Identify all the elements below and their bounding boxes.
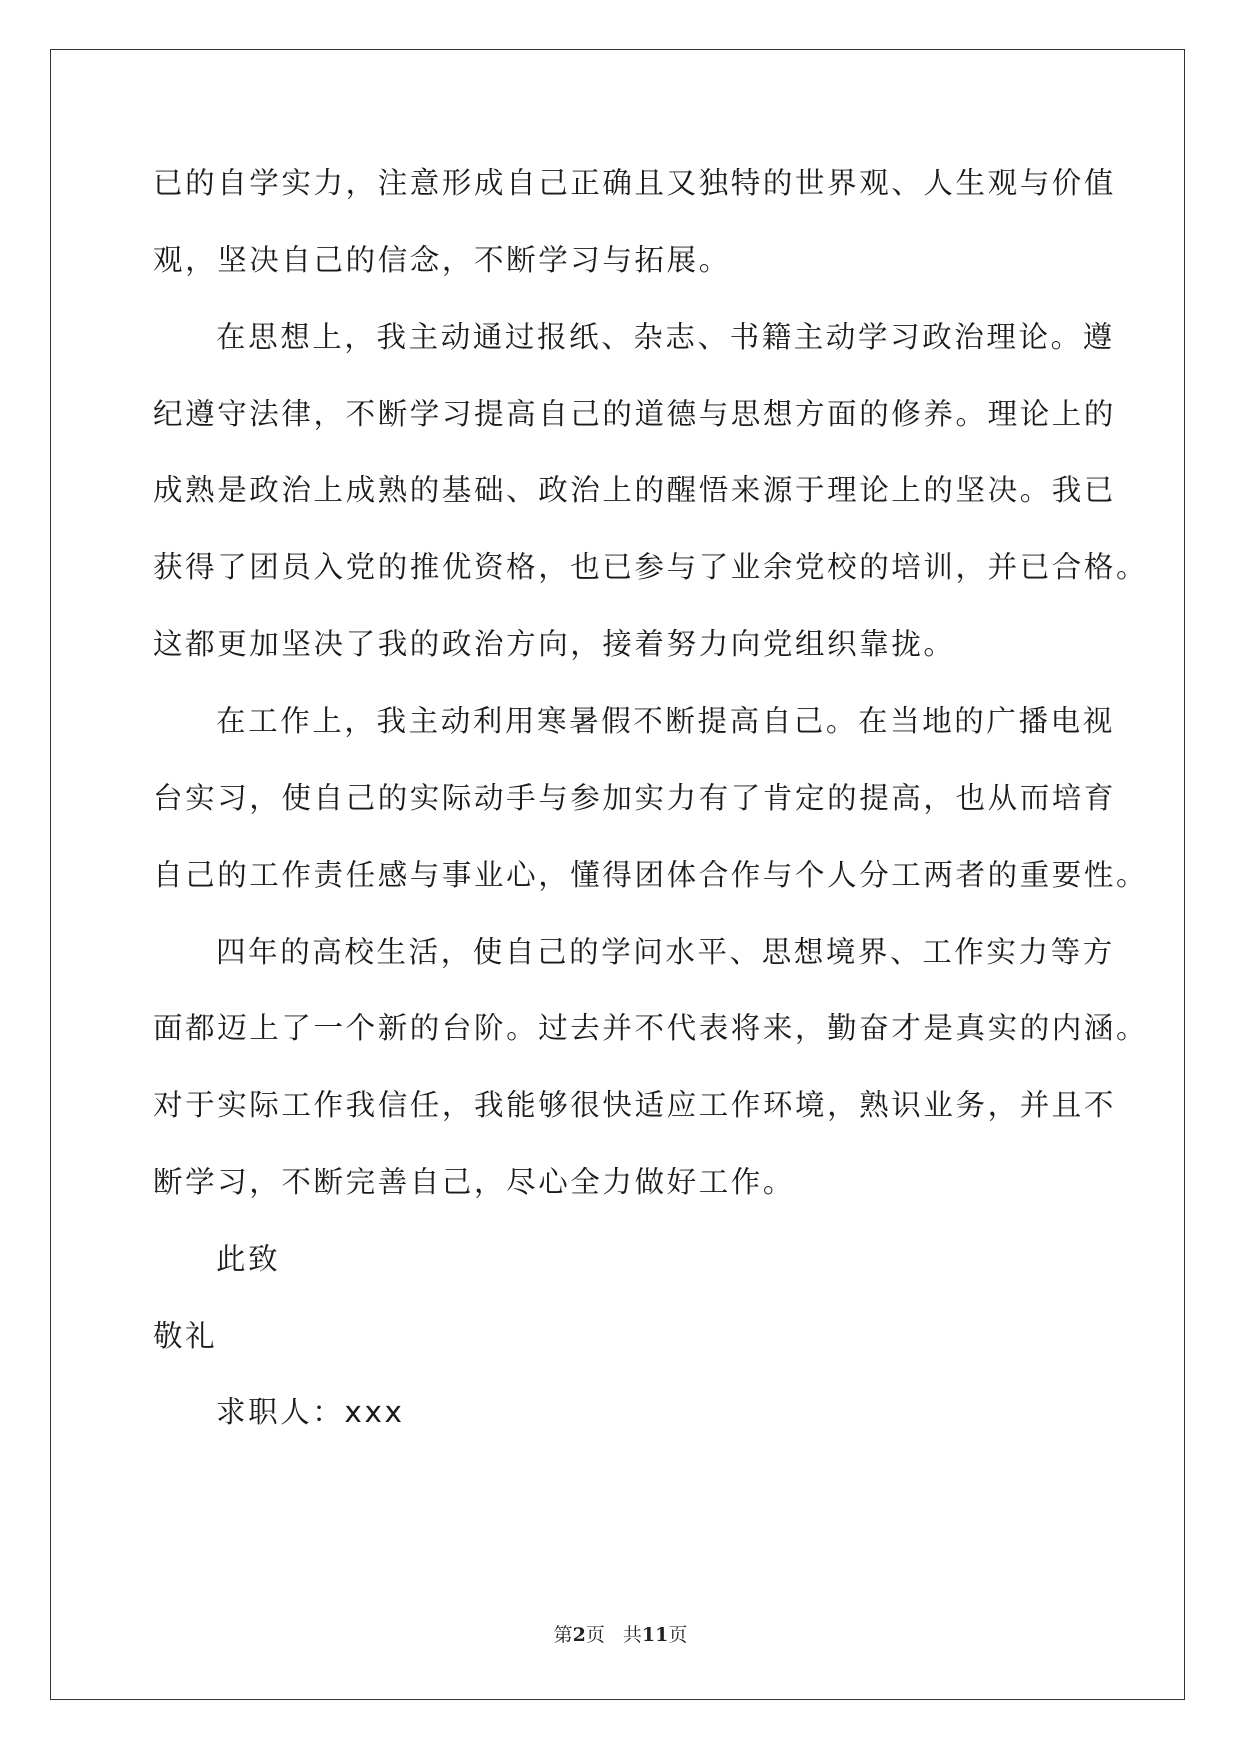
paragraph-start-line: 在工作上，我主动利用寒暑假不断提高自己。在当地的广播电视 bbox=[216, 704, 1115, 738]
page-total: 11 bbox=[641, 1624, 669, 1646]
body-line: 获得了团员入党的推优资格，也已参与了业余党校的培训，并已合格。 bbox=[153, 550, 1149, 584]
closing-salutation: 此致 bbox=[216, 1242, 281, 1276]
total-suffix: 页 bbox=[668, 1624, 688, 1646]
total-prefix: 共 bbox=[622, 1624, 642, 1646]
page-prefix: 第 bbox=[553, 1624, 573, 1646]
body-line: 台实习，使自己的实际动手与参加实力有了肯定的提高，也从而培育 bbox=[153, 781, 1117, 815]
body-line: 观，坚决自己的信念，不断学习与拓展。 bbox=[153, 243, 731, 277]
page-number: 2 bbox=[572, 1624, 586, 1646]
closing-regards: 敬礼 bbox=[153, 1319, 218, 1353]
body-line: 面都迈上了一个新的台阶。过去并不代表将来，勤奋才是真实的内涵。 bbox=[153, 1011, 1149, 1045]
page-footer bbox=[0, 1623, 1241, 1647]
body-line: 对于实际工作我信任，我能够很快适应工作环境，熟识业务，并且不 bbox=[153, 1088, 1117, 1122]
body-line: 纪遵守法律，不断学习提高自己的道德与思想方面的修养。理论上的 bbox=[153, 397, 1117, 431]
body-line: 已的自学实力，注意形成自己正确且又独特的世界观、人生观与价值 bbox=[153, 166, 1117, 200]
body-line: 自己的工作责任感与事业心，懂得团体合作与个人分工两者的重要性。 bbox=[153, 858, 1149, 892]
paragraph-start-line: 四年的高校生活，使自己的学问水平、思想境界、工作实力等方 bbox=[216, 935, 1115, 969]
paragraph-start-line: 在思想上，我主动通过报纸、杂志、书籍主动学习政治理论。遵 bbox=[216, 320, 1115, 354]
body-line: 成熟是政治上成熟的基础、政治上的醒悟来源于理论上的坚决。我已 bbox=[153, 473, 1117, 507]
page-suffix: 页 bbox=[585, 1624, 605, 1646]
applicant-signature: 求职人：xxx bbox=[216, 1395, 405, 1429]
body-line: 断学习，不断完善自己，尽心全力做好工作。 bbox=[153, 1165, 796, 1199]
body-line: 这都更加坚决了我的政治方向，接着努力向党组织靠拢。 bbox=[153, 627, 956, 661]
